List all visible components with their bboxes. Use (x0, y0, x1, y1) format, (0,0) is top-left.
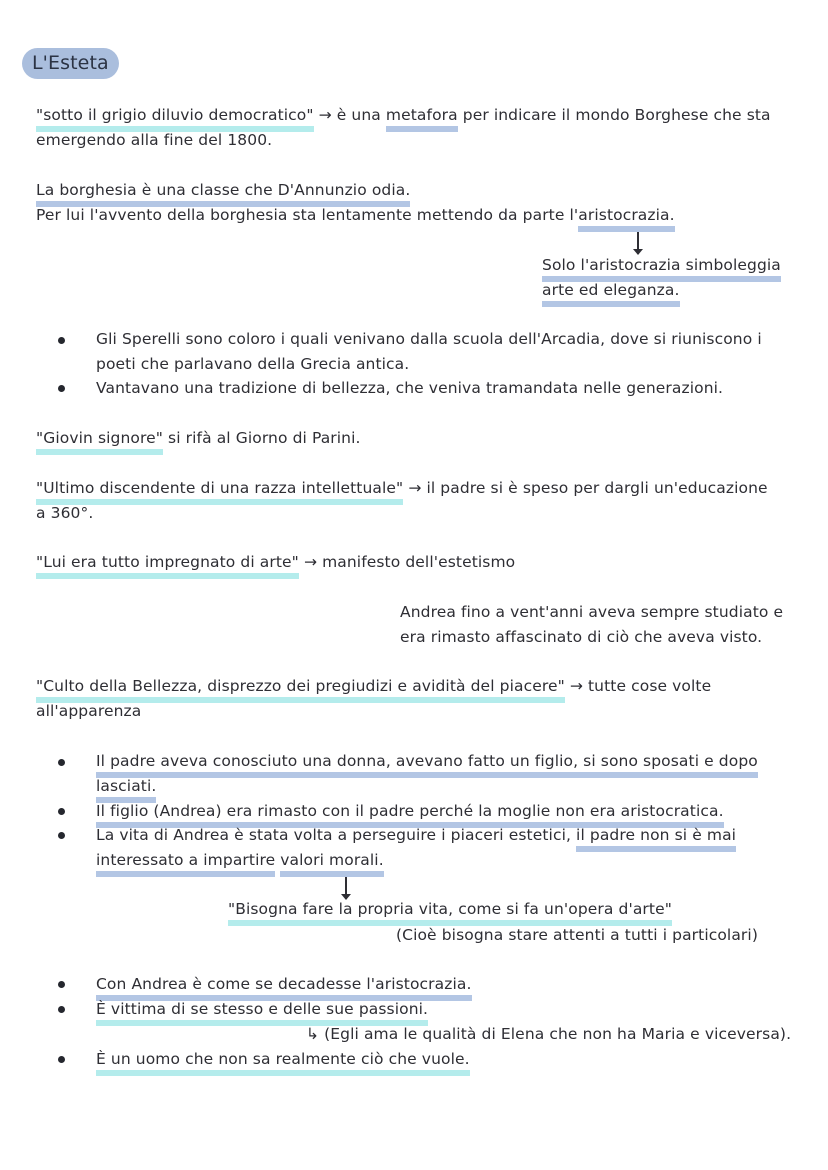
paragraph-democratic-flood (36, 106, 771, 124)
highlight-aristocrazia: aristocrazia. (578, 206, 674, 232)
quote-culto-bellezza: "Culto della Bellezza, disprezzo dei pregiudizi e avidità del piacere" (36, 677, 565, 703)
arrow-right-icon: → (318, 106, 332, 124)
paragraph-line: a 360°. (36, 504, 94, 522)
paragraph-ultimo-discendente (36, 479, 768, 497)
list-item-continuation (96, 851, 384, 869)
highlight-list-text: Il padre aveva conosciuto una donna, avevano fatto un figlio, si sono sposati e dopo (96, 752, 758, 778)
paragraph-culto-bellezza (36, 677, 711, 695)
bullet-icon (58, 337, 65, 344)
bullet-icon (58, 1056, 65, 1063)
paragraph-line (36, 206, 675, 224)
text: manifesto dell'estetismo (322, 553, 516, 571)
quote-grigio-diluvio: "sotto il grigio diluvio democratico" (36, 106, 314, 132)
side-note: (Cioè bisogna stare attenti a tutti i particolari) (396, 926, 758, 944)
highlight-list-text: È vittima di se stesso e delle sue passioni. (96, 1000, 428, 1026)
quote-ultimo-discendente: "Ultimo discendente di una razza intellettuale" (36, 479, 403, 505)
paragraph-line: all'apparenza (36, 702, 142, 720)
page-title: L'Esteta (22, 48, 119, 79)
list-item (96, 1000, 428, 1018)
text: per indicare il mondo Borghese che sta (462, 106, 771, 124)
arrow-turn-icon: ↳ (306, 1025, 320, 1043)
arrow-right-icon: → (569, 677, 583, 695)
paragraph-borghesia (36, 181, 410, 199)
paragraph-giovin-signore (36, 429, 361, 447)
side-note: era rimasto affascinato di ciò che aveva visto. (400, 628, 763, 646)
list-item (96, 802, 724, 820)
arrow-right-icon: → (408, 479, 422, 497)
text: si rifà al Giorno di Parini. (168, 429, 361, 447)
highlight-note-line: Solo l'aristocrazia simboleggia (542, 256, 781, 282)
list-item: Vantavano una tradizione di bellezza, che veniva tramandata nelle generazioni. (96, 379, 724, 397)
highlight-list-text: Con Andrea è come se decadesse l'aristocrazia. (96, 975, 472, 1001)
list-item: Gli Sperelli sono coloro i quali venivano dalla scuola dell'Arcadia, dove si riuniscono i (96, 330, 762, 348)
side-note: Andrea fino a vent'anni aveva sempre studiato e (400, 603, 784, 621)
bullet-icon (58, 808, 65, 815)
arrow-right-icon: → (303, 553, 318, 571)
highlight-metafora: metafora (386, 106, 458, 132)
text: tutte cose volte (588, 677, 712, 695)
bullet-icon (58, 385, 65, 392)
highlight-list-text: Il figlio (Andrea) era rimasto con il padre perché la moglie non era aristocratica. (96, 802, 724, 828)
paragraph-impregnato-arte (36, 553, 515, 571)
list-item (96, 1050, 470, 1068)
highlight-padre: il padre non si è mai (576, 826, 736, 852)
text: (Egli ama le qualità di Elena che non ha Maria e viceversa). (324, 1025, 792, 1043)
paragraph-line: emergendo alla fine del 1800. (36, 131, 273, 149)
text: La vita di Andrea è stata volta a perseguire i piaceri estetici, (96, 826, 572, 844)
quote-opera-arte: "Bisogna fare la propria vita, come si fa un'opera d'arte" (228, 900, 672, 926)
text: Per lui l'avvento della borghesia sta lentamente mettendo da parte l' (36, 206, 579, 224)
highlight-borghesia-odia: La borghesia è una classe che D'Annunzio odia. (36, 181, 410, 207)
list-item (96, 975, 472, 993)
arrow-down-icon (637, 232, 639, 254)
bullet-icon (58, 759, 65, 766)
text: il padre si è speso per dargli un'educazione (426, 479, 768, 497)
highlight-list-text: lasciati. (96, 777, 156, 803)
text: è una (336, 106, 381, 124)
highlight-note-line: arte ed eleganza. (542, 281, 680, 307)
list-item (96, 752, 758, 770)
arrow-down-icon (345, 877, 347, 899)
side-note (542, 256, 781, 274)
bullet-icon (58, 1006, 65, 1013)
quote-opera-arte-line (228, 900, 672, 918)
side-note (542, 281, 680, 299)
bullet-icon (58, 832, 65, 839)
sub-note (306, 1025, 791, 1043)
quote-impregnato-arte: "Lui era tutto impregnato di arte" (36, 553, 299, 579)
highlight-impartire: interessato a impartire (96, 851, 275, 877)
highlight-list-text: È un uomo che non sa realmente ciò che vuole. (96, 1050, 470, 1076)
list-item (96, 826, 736, 844)
quote-giovin-signore: "Giovin signore" (36, 429, 163, 455)
list-item-continuation: poeti che parlavano della Grecia antica. (96, 355, 410, 373)
highlight-valori-morali: valori morali. (280, 851, 383, 877)
list-item-continuation (96, 777, 156, 795)
bullet-icon (58, 981, 65, 988)
